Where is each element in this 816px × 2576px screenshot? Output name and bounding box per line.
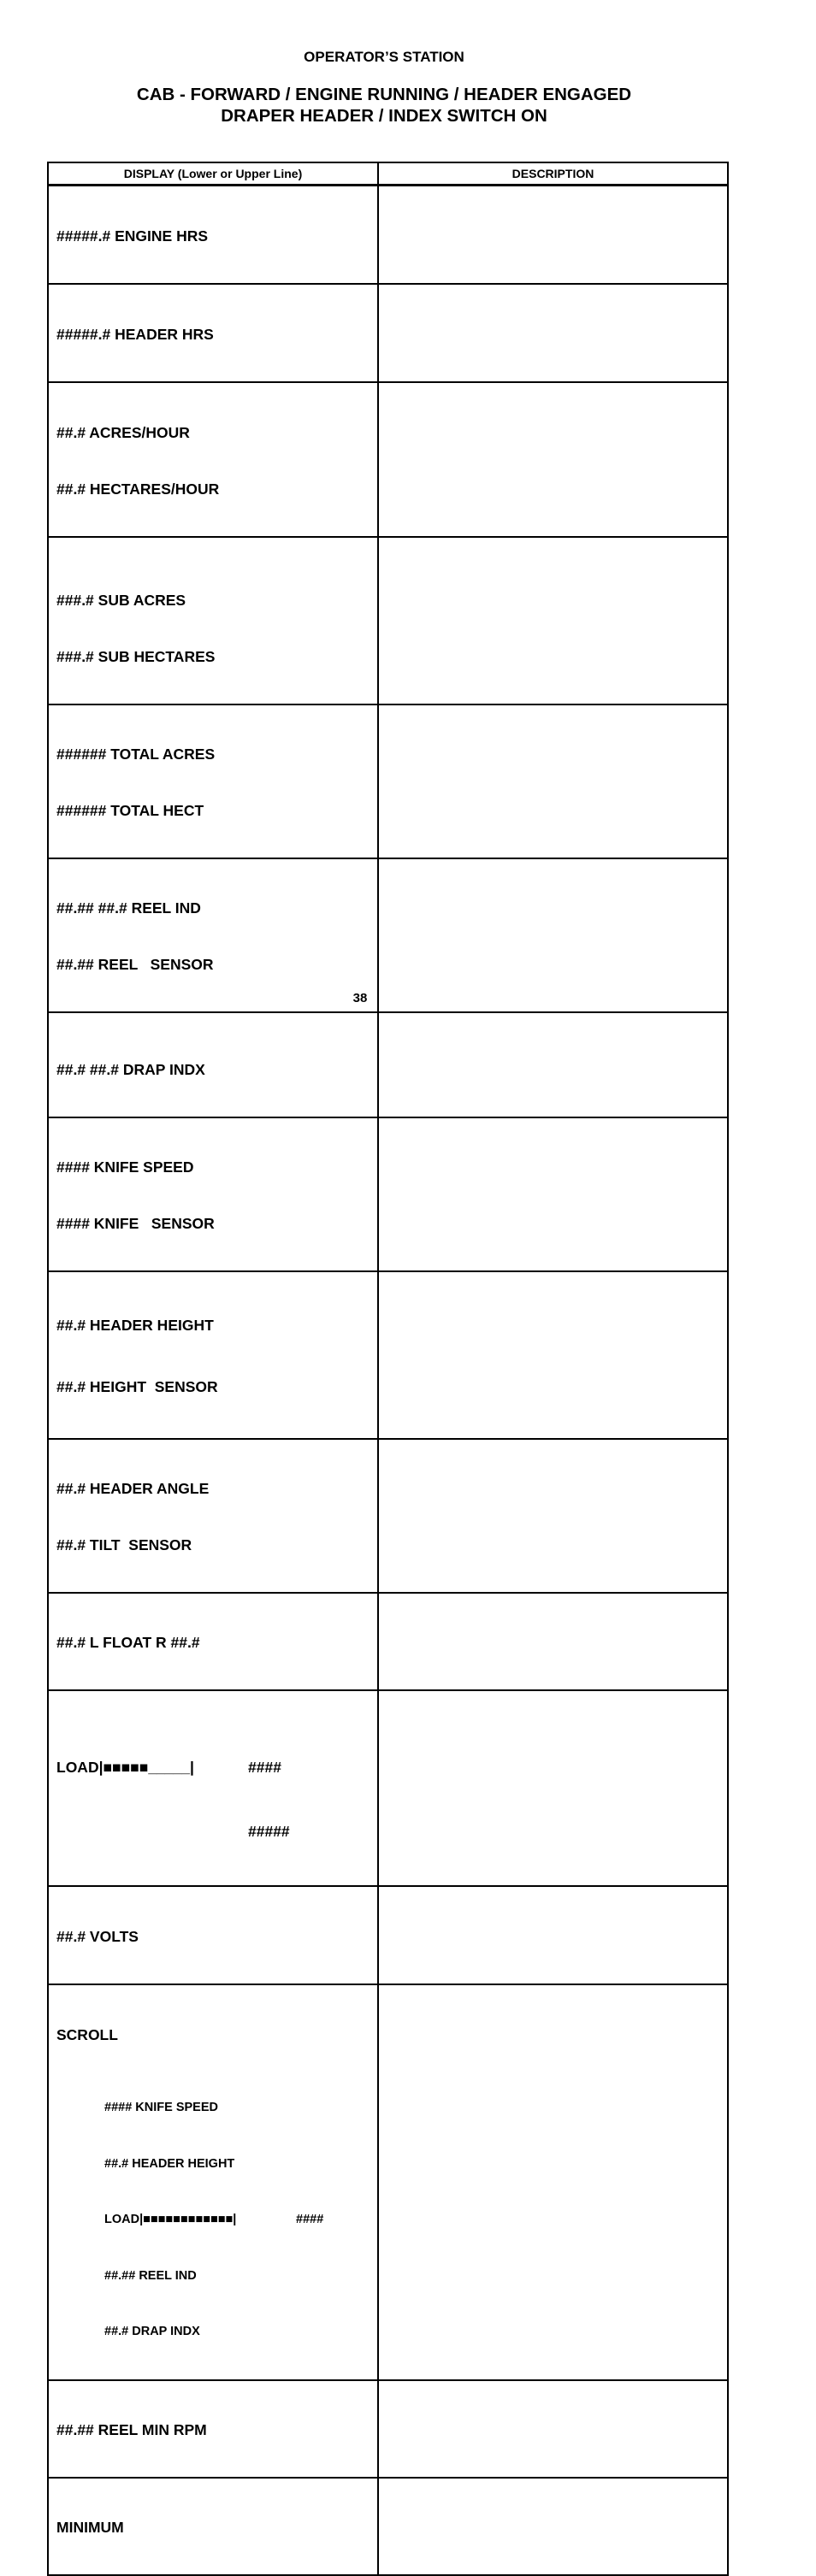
display-cell xyxy=(48,537,378,704)
load-value-1: #### xyxy=(248,1759,281,1776)
table-row xyxy=(48,1593,728,1690)
display-line: ##.# ##.# DRAP INDX xyxy=(56,1061,205,1078)
display-line: #### KNIFE SENSOR xyxy=(56,1215,215,1232)
description-cell xyxy=(378,382,728,537)
scroll-item: #### KNIFE SPEED xyxy=(104,2101,218,2114)
description-cell xyxy=(378,537,728,704)
display-cell xyxy=(48,2478,378,2575)
page-heading xyxy=(0,84,768,127)
table-row xyxy=(48,1984,728,2380)
table-row xyxy=(48,1439,728,1593)
table-row xyxy=(48,704,728,858)
display-line: ##.## REEL MIN RPM xyxy=(56,2420,207,2438)
display-cell xyxy=(48,284,378,382)
display-line: ##.# ACRES/HOUR xyxy=(56,424,190,441)
display-line: ##.# L FLOAT R ##.# xyxy=(56,1634,200,1651)
display-cell xyxy=(48,382,378,537)
table-row xyxy=(48,1886,728,1984)
description-cell xyxy=(378,1271,728,1439)
display-line: ##.# HEIGHT SENSOR xyxy=(56,1378,218,1395)
table-row xyxy=(48,1012,728,1117)
display-cell xyxy=(48,1271,378,1439)
table-row xyxy=(48,186,728,285)
scroll-load-line xyxy=(56,2211,377,2230)
table-row xyxy=(48,2478,728,2575)
display-cell xyxy=(48,1012,378,1117)
display-line: ###.# SUB ACRES xyxy=(56,592,186,609)
display-cell xyxy=(48,2380,378,2478)
table-row xyxy=(48,1117,728,1271)
table-row xyxy=(48,2380,728,2478)
table-row xyxy=(48,537,728,704)
display-line: ##.# HEADER ANGLE xyxy=(56,1480,210,1497)
display-cell xyxy=(48,186,378,285)
heading-line-1: CAB - FORWARD / ENGINE RUNNING / HEADER ENGAGED xyxy=(136,85,632,104)
section-title: OPERATOR’S STATION xyxy=(304,49,464,65)
display-line: ###### TOTAL ACRES xyxy=(56,746,216,763)
display-cell xyxy=(48,1439,378,1593)
display-line: ##.## REEL SENSOR xyxy=(56,956,214,973)
display-cell xyxy=(48,1984,378,2380)
scroll-title: SCROLL xyxy=(56,2026,118,2043)
description-cell xyxy=(378,1012,728,1117)
description-cell xyxy=(378,704,728,858)
description-cell xyxy=(378,284,728,382)
display-line: #### KNIFE SPEED xyxy=(56,1158,194,1176)
description-cell xyxy=(378,2478,728,2575)
display-line: ###### TOTAL HECT xyxy=(56,802,204,819)
description-cell xyxy=(378,1593,728,1690)
column-header-display: DISPLAY (Lower or Upper Line) xyxy=(48,162,378,186)
heading-line-2: DRAPER HEADER / INDEX SWITCH ON xyxy=(221,106,547,126)
table-row xyxy=(48,858,728,1012)
description-cell xyxy=(378,186,728,285)
load-value-2: ##### xyxy=(248,1823,290,1840)
load-line-2 xyxy=(56,1821,377,1842)
table-row xyxy=(48,284,728,382)
display-line: ###.# SUB HECTARES xyxy=(56,648,216,665)
display-cell xyxy=(48,1690,378,1886)
scroll-item: ##.# DRAP INDX xyxy=(104,2325,200,2338)
load-bar-label: LOAD|■■■■■_____| xyxy=(56,1759,194,1776)
scroll-item: ##.## REEL IND xyxy=(104,2268,197,2283)
description-cell xyxy=(378,1439,728,1593)
scroll-item: ##.# HEADER HEIGHT xyxy=(104,2156,235,2171)
display-line: ##.# TILT SENSOR xyxy=(56,1536,192,1553)
display-line: ##.# HEADER HEIGHT xyxy=(56,1317,214,1334)
description-cell xyxy=(378,1984,728,2380)
page-number: 38 xyxy=(352,991,368,1005)
table-row xyxy=(48,382,728,537)
display-line: #####.# HEADER HRS xyxy=(56,326,214,343)
display-table xyxy=(47,162,729,2576)
display-cell xyxy=(48,1593,378,1690)
display-line: ##.# VOLTS xyxy=(56,1928,139,1945)
display-cell xyxy=(48,704,378,858)
description-cell xyxy=(378,1117,728,1271)
display-line: ##.## ##.# REEL IND xyxy=(56,899,201,917)
scroll-load-label: LOAD|■■■■■■■■■■■■| xyxy=(104,2213,237,2226)
table-row xyxy=(48,1271,728,1439)
table-row xyxy=(48,1690,728,1886)
display-cell xyxy=(48,1117,378,1271)
display-cell xyxy=(48,1886,378,1984)
description-cell xyxy=(378,1886,728,1984)
table-header-row xyxy=(48,162,728,186)
load-line xyxy=(56,1757,377,1778)
column-header-description: DESCRIPTION xyxy=(378,162,728,186)
display-cell xyxy=(48,858,378,1012)
description-cell xyxy=(378,2380,728,2478)
description-cell xyxy=(378,1690,728,1886)
display-line: ##.# HECTARES/HOUR xyxy=(56,480,220,498)
display-line: #####.# ENGINE HRS xyxy=(56,227,209,245)
display-line: MINIMUM xyxy=(56,2518,124,2536)
scroll-load-value: #### xyxy=(296,2213,324,2226)
description-cell xyxy=(378,858,728,1012)
